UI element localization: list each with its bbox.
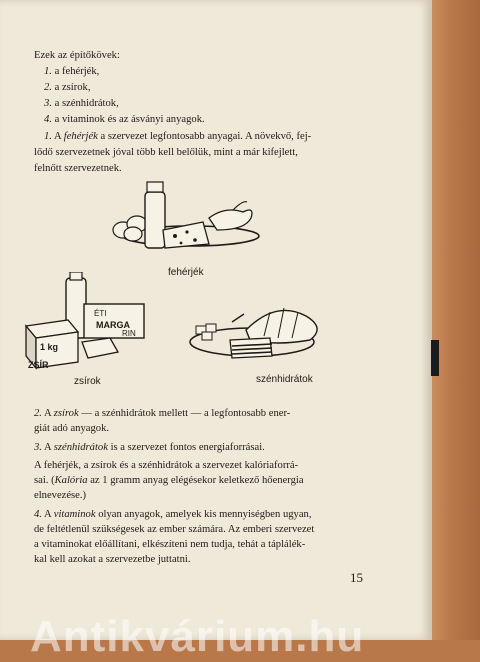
paragraph-line: de feltétlenül szükségesek az ember számára. Az emberi szervezet xyxy=(34,524,315,535)
margarine-text: MARGA xyxy=(96,320,130,330)
lard-text: 1 kg xyxy=(40,342,59,352)
paragraph-line: A fehérjék, a zsírok és a szénhidrátok a szervezet kalóriaforrá- xyxy=(34,460,299,471)
fat-label: zsírok xyxy=(74,376,101,387)
paragraph-line: 3. A szénhidrátok is a szervezet fontos energiaforrásai. xyxy=(34,442,265,453)
protein-illustration xyxy=(105,178,265,258)
list-item: 4. a vitaminok és az ásványi anyagok. xyxy=(44,114,205,125)
list-item: 3. a szénhidrátok, xyxy=(44,98,119,109)
watermark: Antikvárium.hu xyxy=(30,612,365,661)
paragraph-line: a vitaminokat előállítani, elkészíteni nem tudja, tehát a táplálék- xyxy=(34,539,306,550)
intro-line: Ezek az építőkövek: xyxy=(34,50,120,61)
page-number: 15 xyxy=(350,570,363,585)
paragraph-line: 1. A fehérjék a szervezet legfontosabb anyagai. A növekvő, fej- xyxy=(44,131,312,142)
list-item: 2. a zsírok, xyxy=(44,82,91,93)
carbohydrate-label: szénhidrátok xyxy=(256,374,313,385)
paragraph-line: 2. A zsírok — a szénhidrátok mellett — a legfontosabb ener- xyxy=(34,408,291,419)
book-edge xyxy=(432,0,480,640)
paragraph-line: elnevezése.) xyxy=(34,490,87,501)
carbohydrate-illustration xyxy=(186,300,331,370)
paragraph-line: sai. (Kalória az 1 gramm anyag elégésekor keletkező hőenergia xyxy=(34,475,304,486)
protein-label: fehérjék xyxy=(168,267,204,278)
paragraph-line: 4. A vitaminok olyan anyagok, amelyek kis mennyiségben ugyan, xyxy=(34,509,312,520)
margarine-text: ÉTI xyxy=(94,309,107,318)
paragraph-line: felnőtt szervezetnek. xyxy=(34,163,122,174)
fat-illustration xyxy=(22,272,152,372)
lard-text: ZSÍR xyxy=(28,360,49,370)
margarine-text: RIN xyxy=(122,329,136,338)
paragraph-line: lődő szervezetnek jóval több kell belőlük, mint a már kifejlett, xyxy=(34,147,298,158)
list-item: 1. a fehérjék, xyxy=(44,66,100,77)
paragraph-line: kal kell azokat a szervezetbe juttatni. xyxy=(34,554,191,565)
page-tab-marker xyxy=(431,340,439,376)
paragraph-line: giát adó anyagok. xyxy=(34,423,110,434)
